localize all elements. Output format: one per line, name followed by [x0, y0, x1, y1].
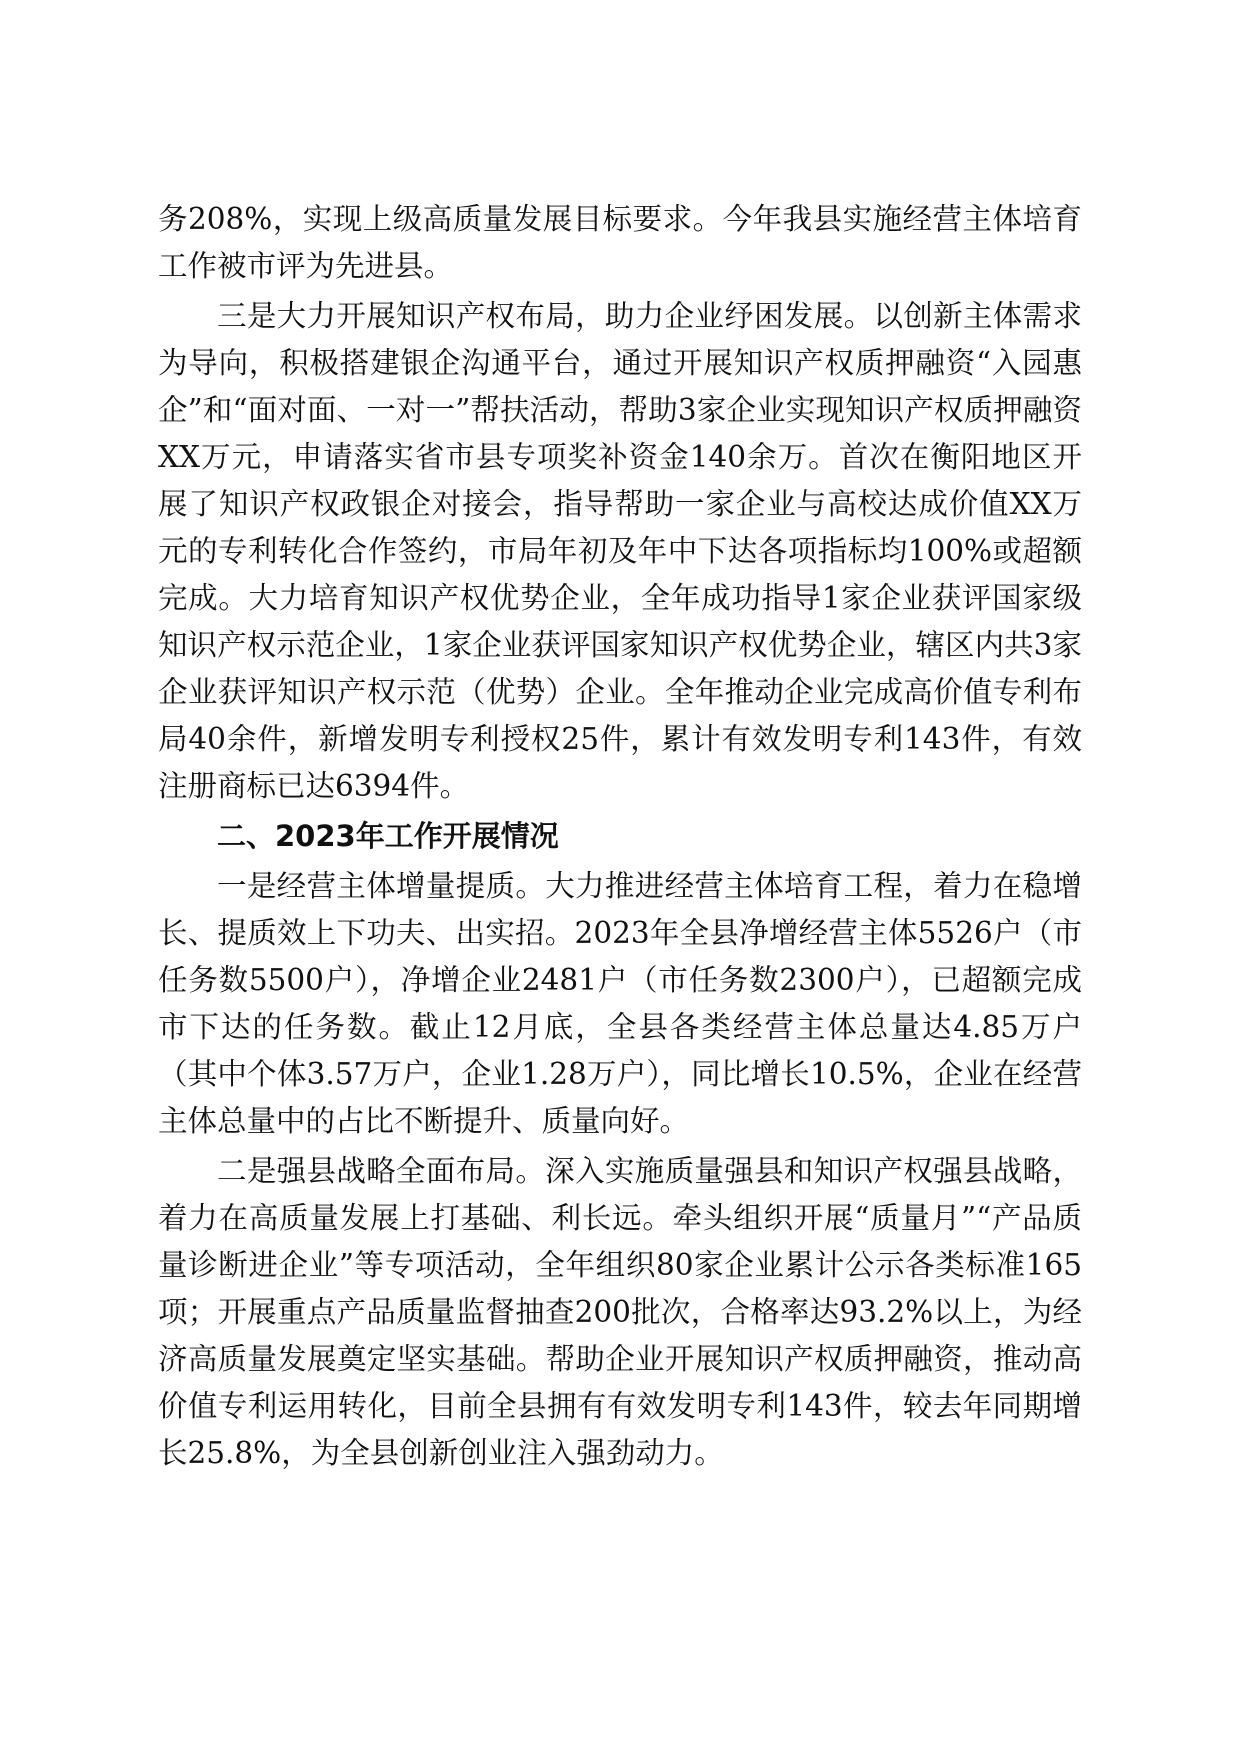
paragraph-strong-county-strategy: 二是强县战略全面布局。深入实施质量强县和知识产权强县战略，着力在高质量发展上打基础、利长远。牵头组织开展“质量月”“产品质量诊断进企业”等专项活动，全年组织80家企业累计公示各类标准165项；开展重点产品质量监督抽查200批次，合格率达93.2%以上，为经济高质量发展奠定坚实基础。帮助企业开展知识产权质押融资，推动高价值专利运用转化，目前全县拥有有效发明专利143件，较去年同期增长25.8%，为全县创新创业注入强劲动力。 — [158, 1154, 1082, 1470]
document-page — [158, 196, 1082, 1480]
paragraph-continuation: 务208%，实现上级高质量发展目标要求。今年我县实施经营主体培育工作被市评为先进县。 — [158, 202, 1082, 283]
section-heading-2023: 二、2023年工作开展情况 — [217, 819, 559, 853]
paragraph-ip-layout: 三是大力开展知识产权布局，助力企业纾困发展。以创新主体需求为导向，积极搭建银企沟通平台，通过开展知识产权质押融资“入园惠企”和“面对面、一对一”帮扶活动，帮助3家企业实现知识产权质押融资XX万元，申请落实省市县专项奖补资金140余万。首次在衡阳地区开展了知识产权政银企对接会，指导帮助一家企业与高校达成价值XX万元的专利转化合作签约，市局年初及年中下达各项指标均100%或超额完成。大力培育知识产权优势企业，全年成功指导1家企业获评国家级知识产权示范企业，1家企业获评国家知识产权优势企业，辖区内共3家企业获评知识产权示范（优势）企业。全年推动企业完成高价值专利布局40余件，新增发明专利授权25件，累计有效发明专利143件，有效注册商标已达6394件。 — [158, 299, 1082, 803]
paragraph-business-entities: 一是经营主体增量提质。大力推进经营主体培育工程，着力在稳增长、提质效上下功夫、出实招。2023年全县净增经营主体5526户（市任务数5500户），净增企业2481户（市任务数2300户），已超额完成市下达的任务数。截止12月底，全县各类经营主体总量达4.85万户（其中个体3.57万户，企业1.28万户），同比增长10.5%，企业在经营主体总量中的占比不断提升、质量向好。 — [158, 869, 1082, 1138]
